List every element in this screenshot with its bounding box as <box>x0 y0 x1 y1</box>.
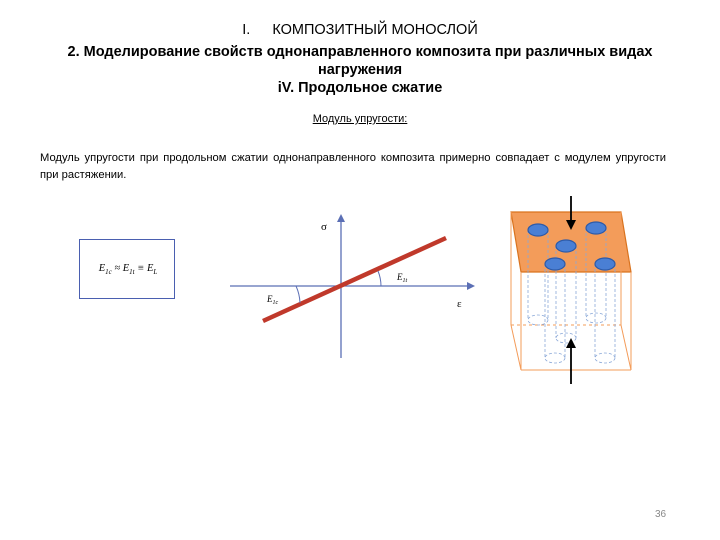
formula-sub-1t: 1t <box>129 268 135 277</box>
fiber-end-1 <box>528 224 548 236</box>
fiber-end-4 <box>545 258 565 270</box>
formula-sub-1c: 1c <box>105 268 112 277</box>
slide-title-line-3: iV. Продольное сжатие <box>277 80 443 96</box>
fiber-end-3 <box>556 240 576 252</box>
section-number: I. <box>242 22 251 38</box>
body-paragraph: Модуль упругости при продольном сжатии однонаправленного композита примерно совпадает с модулем упругости при растяжении. <box>40 152 666 181</box>
fiber-end-5 <box>595 258 615 270</box>
slide-title-line-1: 2. Моделирование свойств однонаправленного композита при различных видах <box>67 44 653 60</box>
page-number: 36 <box>655 509 667 520</box>
formula-e-1t: E <box>122 263 130 274</box>
y-axis-label: σ <box>321 221 327 233</box>
slide-title-line-2: нагружения <box>317 62 403 78</box>
formula-equiv-sign: ≡ <box>137 263 145 274</box>
section-heading <box>0 22 720 38</box>
section-label: Модуль упругости: <box>312 113 408 125</box>
fiber-end-2 <box>586 222 606 234</box>
composite-block-model <box>500 190 640 390</box>
formula-approx-sign: ≈ <box>114 263 121 274</box>
formula-box <box>79 239 175 299</box>
slide-title <box>0 43 720 97</box>
compression-angle-arc <box>296 286 300 303</box>
formula-sub-l: L <box>153 268 158 277</box>
stress-strain-graph <box>225 210 475 370</box>
x-axis-arrow <box>467 282 475 290</box>
tension-modulus-label: $E_{1t}$ <box>397 272 408 284</box>
tension-angle-arc <box>378 271 381 286</box>
formula-e-l: E <box>146 263 154 274</box>
compression-modulus-label: $E_{1c}$ <box>267 294 279 306</box>
x-axis-label: ε <box>457 298 462 310</box>
section-title: КОМПОЗИТНЫЙ МОНОСЛОЙ <box>272 22 478 38</box>
formula-e-1c: E <box>98 263 106 274</box>
stress-strain-line <box>263 238 446 321</box>
modulus-formula <box>80 263 176 276</box>
y-axis-arrow <box>337 214 345 222</box>
